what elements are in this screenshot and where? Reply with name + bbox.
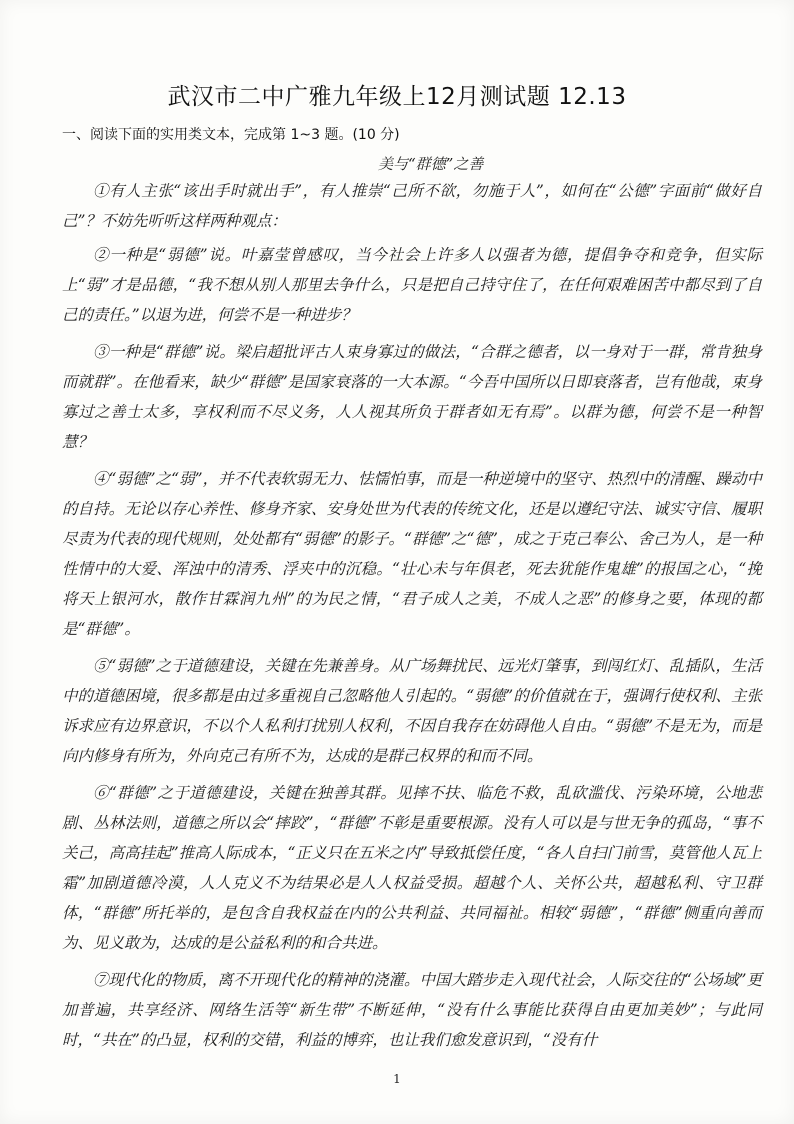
paragraph-7: ⑦现代化的物质，离不开现代化的精神的浇灌。中国大踏步走入现代社会，人际交往的“公场域”更加普遍，共享经济、网络生活等“新生带”不断延伸，“没有什么事能比获得自由更加美妙”；与此同时，“共在”的凸显，权利的交错，利益的博弈，也让我们愈发意识到，“没有什 (62, 971, 762, 1049)
paragraph-1: ①有人主张“该出手时就出手”，有人推崇“己所不欲，勿施于人”，如何在“公德”字面前“做好自己”？不妨先听听这样两种观点： (62, 182, 762, 230)
page-number: 1 (393, 1072, 401, 1086)
paragraph-5: ⑤“弱德”之于道德建设，关键在先兼善身。从广场舞扰民、远光灯肇事，到闯红灯、乱插队，生活中的道德困境，很多都是由过多重视自己忽略他人引起的。“弱德”的价值就在于，强调行使权利、主张诉求应有边界意识，不以个人私利打扰别人权利，不因自我存在妨碍他人自由。“弱德”不是无为，而是向内修身有所为，外向克己有所不为，达成的是群己权界的和而不同。 (62, 657, 762, 765)
paragraph-2: ②一种是“弱德”说。叶嘉莹曾感叹，当今社会上许多人以强者为德，提倡争夺和竞争，但实际上“弱”才是品德，“我不想从别人那里去争什么，只是把自己持守住了，在任何艰难困苦中都尽到了自己的责任。”以退为进，何尝不是一种进步？ (62, 246, 762, 324)
article-title: 美与“群德”之善 (378, 155, 484, 173)
article-body (62, 176, 762, 1062)
paragraph-3: ③一种是“群德”说。梁启超批评古人束身寡过的做法，“合群之德者，以一身对于一群，常肯独身而就群”。在他看来，缺少“群德”是国家衰落的一大本源。“今吾中国所以日即衰落者，岂有他哉，束身寡过之善士太多，享权利而不尽义务，人人视其所负于群者如无有焉”。以群为德，何尝不是一种智慧？ (62, 343, 762, 451)
paragraph-4: ④“弱德”之“弱”，并不代表软弱无力、怯懦怕事，而是一种逆境中的坚守、热烈中的清醒、躁动中的自持。无论以存心养性、修身齐家、安身处世为代表的传统文化，还是以遵纪守法、诚实守信、履职尽责为代表的现代规则，处处都有“弱德”的影子。“群德”之“德”，成之于克己奉公、舍己为人，是一种性情中的大爱、浑浊中的清秀、浮夹中的沉稳。“壮心未与年俱老，死去犹能作鬼雄”的报国之心，“挽将天上银河水，散作甘霖润九州”的为民之情，“君子成人之美，不成人之恶”的修身之要，体现的都是“群德”。 (62, 470, 762, 638)
section-heading: 一、阅读下面的实用类文本，完成第 1~3 题。(10 分) (62, 127, 400, 143)
paragraph-6: ⑥“群德”之于道德建设，关键在独善其群。见摔不扶、临危不救，乱砍滥伐、污染环境，公地悲剧、丛林法则，道德之所以会“摔跤”，“群德”不彰是重要根源。没有人可以是与世无争的孤岛，“事不关己，高高挂起”推高人际成本，“正义只在五米之内”导致抵偿任度，“各人自扫门前雪，莫管他人瓦上霜”加剧道德冷漠，人人克义不为结果必是人人权益受损。超越个人、关怀公共，超越私利、守卫群体，“群德”所托举的，是包含自我权益在内的公共利益、共同福祉。相较“弱德”，“群德”侧重向善而为、见义敢为，达成的是公益私利的和合共进。 (62, 784, 762, 952)
exam-title: 武汉市二中广雅九年级上12月测试题 12.13 (167, 84, 627, 110)
